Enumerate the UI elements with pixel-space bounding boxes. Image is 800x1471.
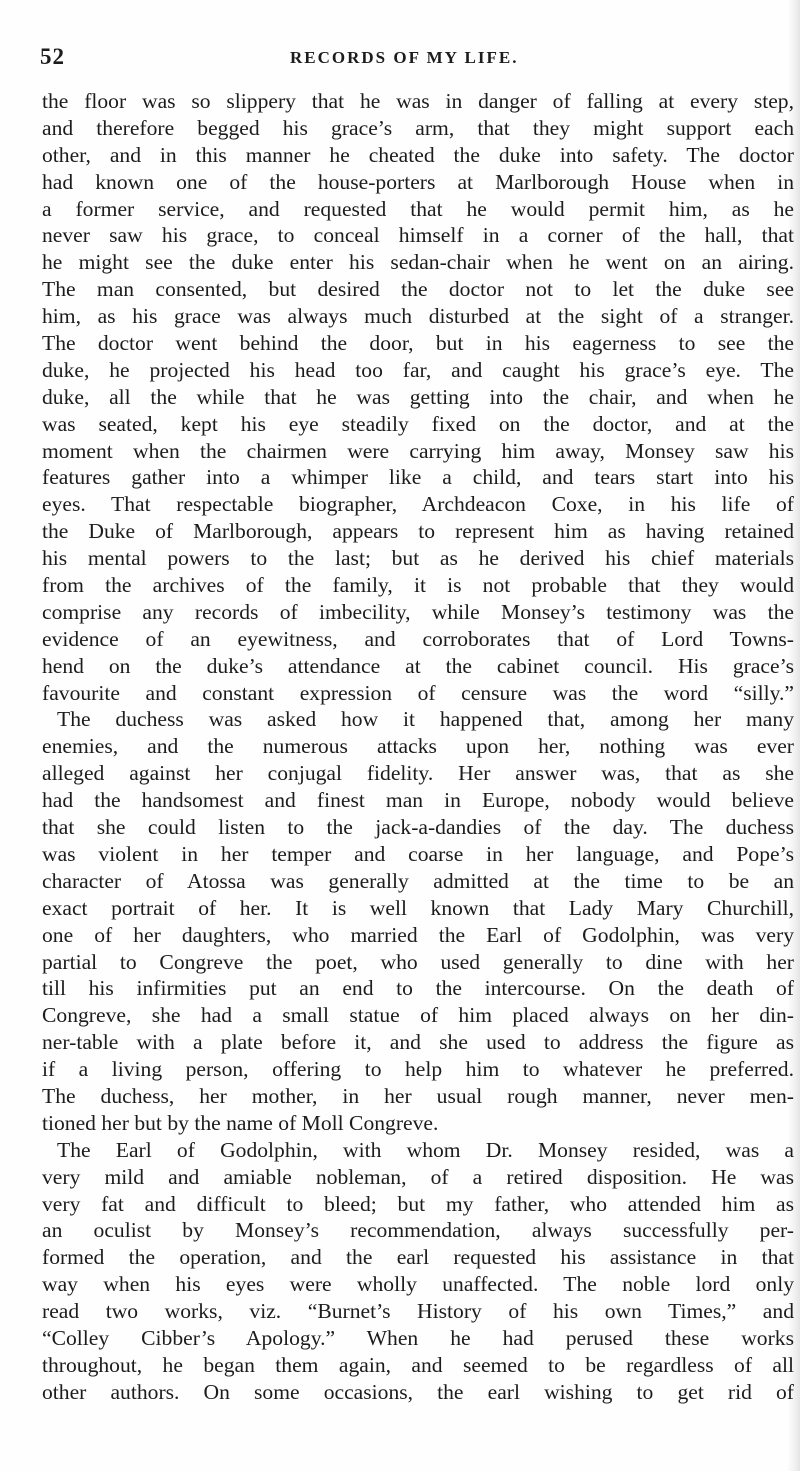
text-line: Congreve, she had a small statue of him placed always on her din- (42, 1003, 794, 1028)
text-line: throughout, he began them again, and seemed to be regardless of all (42, 1352, 794, 1377)
text-line: evidence of an eyewitness, and corroborates that of Lord Towns- (42, 626, 794, 651)
running-title: RECORDS OF MY LIFE. (290, 48, 519, 67)
text-line: character of Atossa was generally admitted at the time to be an (42, 868, 794, 893)
text-line: The man consented, but desired the doctor not to let the duke see (42, 277, 794, 302)
text-line: formed the operation, and the earl requested his assistance in that (42, 1245, 794, 1270)
text-line: one of her daughters, who married the Earl of Godolphin, was very (42, 922, 794, 947)
text-line: ner-table with a plate before it, and she used to address the figure as (42, 1030, 794, 1055)
text-line: his mental powers to the last; but as he derived his chief materials (42, 546, 794, 571)
text-line: partial to Congreve the poet, who used generally to dine with her (42, 949, 794, 974)
text-line: exact portrait of her. It is well known that Lady Mary Churchill, (42, 895, 794, 920)
text-line: The duchess, her mother, in her usual rough manner, never men- (42, 1083, 794, 1108)
text-line: The Earl of Godolphin, with whom Dr. Monsey resided, was a (57, 1137, 794, 1162)
text-line: very fat and difficult to bleed; but my father, who attended him as (42, 1191, 794, 1216)
text-line: “Colley Cibber’s Apology.” When he had perused these works (42, 1325, 794, 1350)
text-line: eyes. That respectable biographer, Archdeacon Coxe, in his life of (42, 492, 794, 517)
text-line: comprise any records of imbecility, while Monsey’s testimony was the (42, 599, 794, 624)
text-line: hend on the duke’s attendance at the cabinet council. His grace’s (42, 653, 794, 678)
text-line: enemies, and the numerous attacks upon her, nothing was ever (42, 734, 794, 759)
text-line: features gather into a whimper like a child, and tears start into his (42, 465, 794, 490)
text-line: never saw his grace, to conceal himself in a corner of the hall, that (42, 223, 794, 248)
text-line: The duchess was asked how it happened that, among her many (57, 707, 794, 732)
text-line: was seated, kept his eye steadily fixed on the doctor, and at the (42, 411, 794, 436)
text-line: a former service, and requested that he would permit him, as he (42, 196, 794, 221)
text-line: was violent in her temper and coarse in her language, and Pope’s (42, 841, 794, 866)
text-line: read two works, viz. “Burnet’s History of his own Times,” and (42, 1299, 794, 1324)
text-line: The doctor went behind the door, but in his eagerness to see the (42, 331, 794, 356)
text-line: if a living person, offering to help him to whatever he preferred. (42, 1057, 794, 1082)
text-line: that she could listen to the jack-a-dandies of the day. The duchess (42, 815, 794, 840)
text-line: from the archives of the family, it is not probable that they would (42, 573, 794, 598)
text-line: duke, he projected his head too far, and caught his grace’s eye. The (42, 357, 794, 382)
text-line: and therefore begged his grace’s arm, that they might support each (42, 115, 794, 140)
text-line: had the handsomest and finest man in Europe, nobody would believe (42, 788, 794, 813)
text-line: him, as his grace was always much disturbed at the sight of a stranger. (42, 304, 794, 329)
text-line: till his infirmities put an end to the intercourse. On the death of (42, 976, 794, 1001)
text-line: an oculist by Monsey’s recommendation, always successfully per- (42, 1218, 794, 1243)
page-number: 52 (40, 44, 65, 69)
text-line: other, and in this manner he cheated the duke into safety. The doctor (42, 142, 794, 167)
text-line: way when his eyes were wholly unaffected. The noble lord only (42, 1272, 794, 1297)
text-line: other authors. On some occasions, the earl wishing to get rid of (42, 1379, 794, 1404)
body-text (42, 88, 794, 1406)
text-line: duke, all the while that he was getting into the chair, and when he (42, 384, 794, 409)
text-line: he might see the duke enter his sedan-chair when he went on an airing. (42, 250, 794, 275)
text-line: very mild and amiable nobleman, of a retired disposition. He was (42, 1164, 794, 1189)
page-header (0, 44, 800, 84)
text-line: favourite and constant expression of censure was the word “silly.” (42, 680, 794, 705)
text-line: alleged against her conjugal fidelity. Her answer was, that as she (42, 761, 794, 786)
text-line: had known one of the house-porters at Marlborough House when in (42, 169, 794, 194)
text-line: the Duke of Marlborough, appears to represent him as having retained (42, 519, 794, 544)
text-line: the floor was so slippery that he was in danger of falling at every step, (42, 89, 794, 113)
text-line: moment when the chairmen were carrying him away, Monsey saw his (42, 438, 794, 463)
text-line: tioned her but by the name of Moll Congreve. (42, 1110, 439, 1135)
